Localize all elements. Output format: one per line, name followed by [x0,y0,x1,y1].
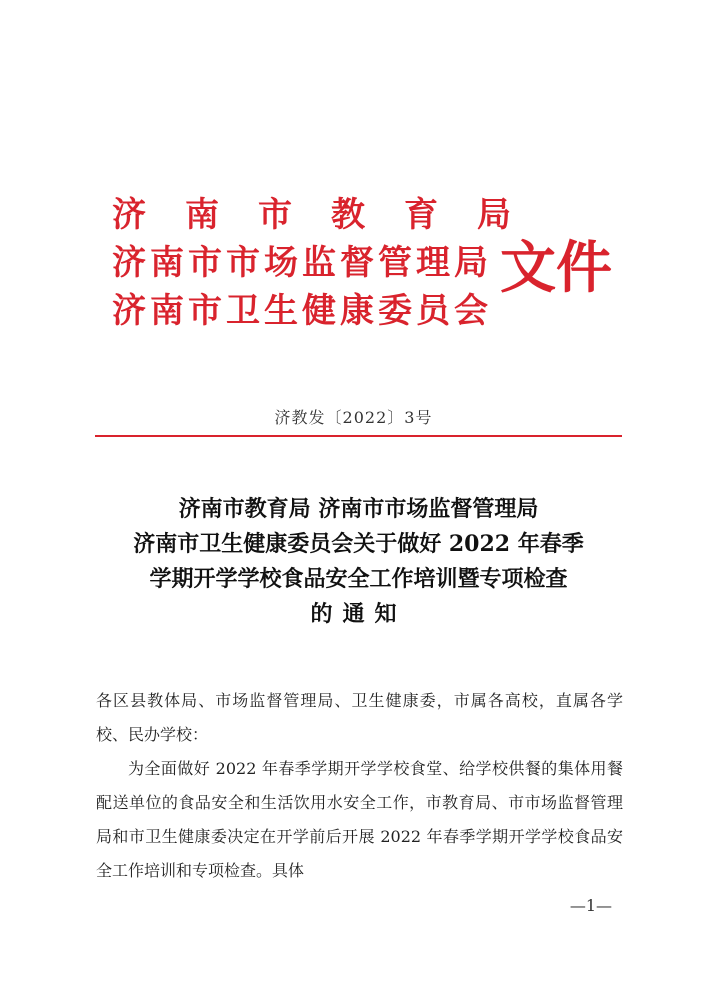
page-number: —1— [569,896,612,915]
document-title [95,492,622,632]
title-line-3: 学期开学学校食品安全工作培训暨专项检查 [149,566,568,592]
title-line-2: 济南市卫生健康委员会关于做好 2022 年春季 [133,531,584,557]
document-word: 文件 [500,235,612,301]
title-line-1: 济南市教育局 济南市市场监督管理局 [178,496,539,522]
body-paragraph: 为全面做好 2022 年春季学期开学学校食堂、给学校供餐的集体用餐配送单位的食品安全和生活饮用水安全工作，市教育局、市市场监督管理局和市卫生健康委决定在开学前后开展 2022 年春季学期开学学校食品安全工作培训和专项检查。具体 [96,759,623,880]
issuer-market-supervision-bureau: 济南市市场监督管理局 [112,243,492,283]
document-number: 济教发〔2022〕3号 [274,408,433,427]
red-divider [95,435,622,437]
document-header [112,193,632,343]
issuer-health-commission: 济南市卫生健康委员会 [112,291,492,331]
document-body [96,684,623,888]
issuer-education-bureau: 济南市教育局 [112,195,550,235]
title-line-4: 的通知 [310,601,407,627]
recipients: 各区县教体局、市场监督管理局、卫生健康委，市属各高校，直属各学校、民办学校： [96,691,623,744]
